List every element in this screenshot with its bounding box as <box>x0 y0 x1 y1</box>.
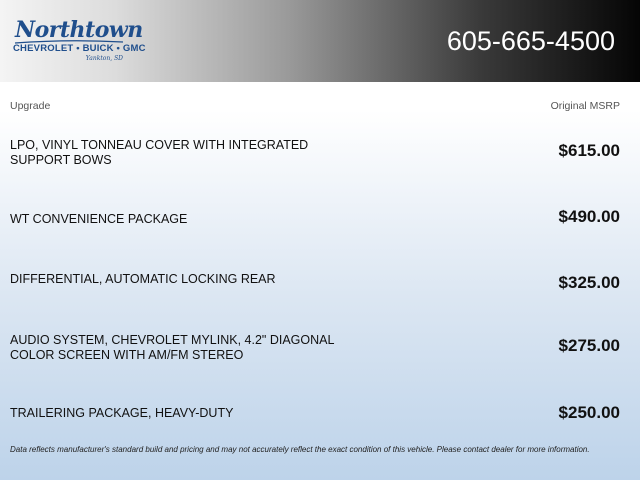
upgrade-name: AUDIO SYSTEM, CHEVROLET MYLINK, 4.2" DIAGONAL COLOR SCREEN WITH AM/FM STEREO <box>10 333 334 362</box>
upgrade-price: $490.00 <box>558 207 620 226</box>
upgrade-row <box>10 270 620 310</box>
upgrade-price: $615.00 <box>558 141 620 160</box>
dealer-phone[interactable]: 605-665-4500 <box>446 26 615 56</box>
header-banner <box>0 0 640 82</box>
logo-city: Yankton, SD <box>85 55 123 62</box>
upgrade-name: LPO, VINYL TONNEAU COVER WITH INTEGRATED SUPPORT BOWS <box>10 138 309 167</box>
upgrade-row <box>10 400 620 440</box>
upgrade-price: $250.00 <box>558 403 620 422</box>
upgrade-row <box>10 333 620 373</box>
upgrade-price: $325.00 <box>558 273 620 292</box>
logo-brands: CHEVROLET • BUICK • GMC <box>13 43 146 54</box>
upgrade-row <box>10 138 620 178</box>
upgrade-row <box>10 204 620 244</box>
upgrade-name: TRAILERING PACKAGE, HEAVY-DUTY <box>10 406 234 420</box>
upgrade-name: WT CONVENIENCE PACKAGE <box>10 212 188 226</box>
disclaimer-text: Data reflects manufacturer's standard build and pricing and may not accurately reflect the exact condition of this vehicle. Please contact dealer for more information. <box>10 445 590 454</box>
column-header-upgrade: Upgrade <box>10 100 51 112</box>
column-header-msrp: Original MSRP <box>550 100 620 112</box>
upgrade-name: DIFFERENTIAL, AUTOMATIC LOCKING REAR <box>10 272 276 286</box>
upgrade-price: $275.00 <box>558 336 620 355</box>
dealer-logo[interactable] <box>13 17 146 64</box>
logo-name: Northtown <box>15 17 143 43</box>
